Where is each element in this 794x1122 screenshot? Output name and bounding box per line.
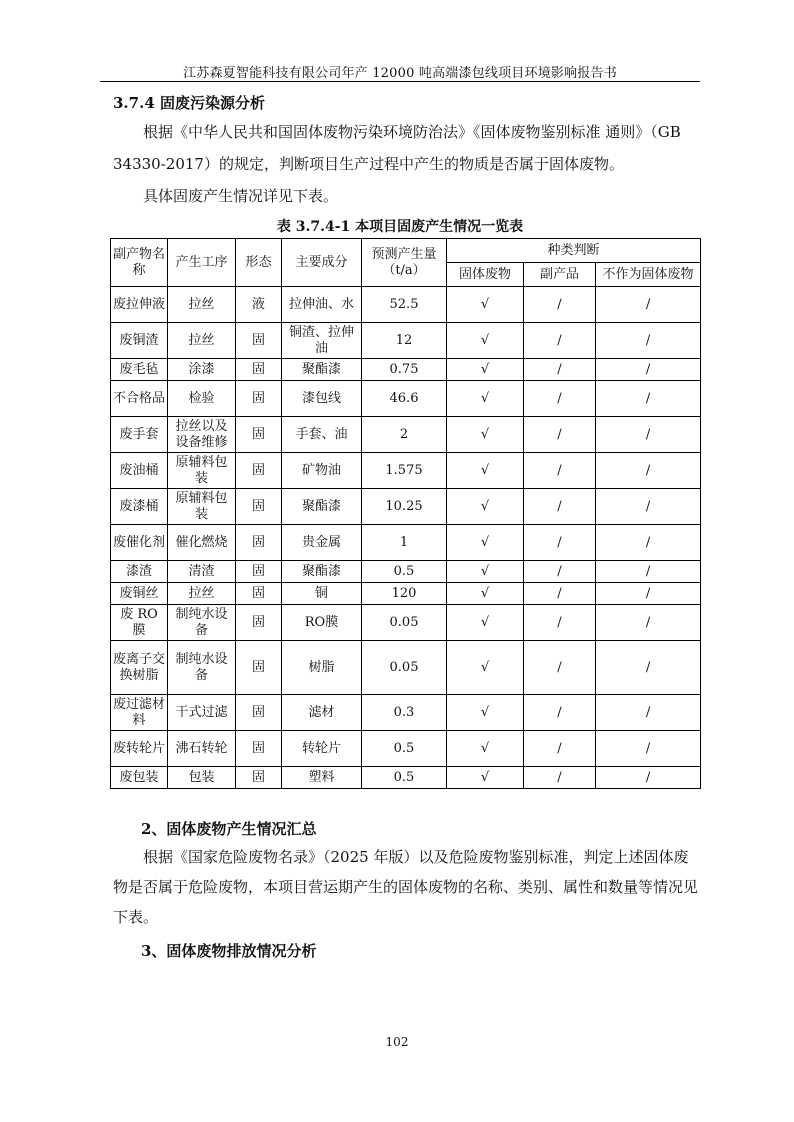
cell-name: 废催化剂 — [111, 525, 168, 561]
cell-component: RO膜 — [282, 605, 362, 641]
cell-solid: √ — [447, 525, 524, 561]
cell-process: 拉丝 — [168, 287, 236, 323]
cell-byproduct: / — [524, 641, 596, 695]
cell-component: 聚酯漆 — [282, 561, 362, 583]
cell-name: 废油桶 — [111, 453, 168, 489]
header-judgement: 种类判断 — [447, 239, 701, 263]
table-row — [111, 453, 701, 489]
cell-form: 固 — [236, 453, 282, 489]
cell-byproduct: / — [524, 731, 596, 767]
page-number: 102 — [385, 1035, 409, 1049]
cell-amount: 10.25 — [362, 489, 447, 525]
cell-name: 废过滤材料 — [111, 695, 168, 731]
cell-amount: 46.6 — [362, 381, 447, 417]
cell-amount: 0.5 — [362, 767, 447, 789]
paragraph-1: 根据《中华人民共和国固体废物污染环境防治法》《固体废物鉴别标准 通则》（GB 34330-2017）的规定，判断项目生产过程中产生的物质是否属于固体废物。 — [113, 123, 681, 173]
table-row — [111, 695, 701, 731]
cell-byproduct: / — [524, 287, 596, 323]
cell-byproduct: / — [524, 525, 596, 561]
cell-form: 固 — [236, 767, 282, 789]
header-not-solid-waste: 不作为固体废物 — [596, 263, 701, 287]
cell-form: 固 — [236, 359, 282, 381]
header-solid-waste: 固体废物 — [447, 263, 524, 287]
cell-amount: 1 — [362, 525, 447, 561]
cell-amount: 0.3 — [362, 695, 447, 731]
cell-not-solid: / — [596, 323, 701, 359]
cell-byproduct: / — [524, 583, 596, 605]
cell-byproduct: / — [524, 605, 596, 641]
cell-solid: √ — [447, 583, 524, 605]
cell-process: 干式过滤 — [168, 695, 236, 731]
cell-component: 树脂 — [282, 641, 362, 695]
cell-form: 固 — [236, 695, 282, 731]
cell-not-solid: / — [596, 359, 701, 381]
header-name: 副产物名称 — [111, 239, 168, 287]
cell-component: 漆包线 — [282, 381, 362, 417]
cell-process: 拉丝 — [168, 583, 236, 605]
table-row — [111, 525, 701, 561]
table-row — [111, 287, 701, 323]
cell-solid: √ — [447, 417, 524, 453]
cell-byproduct: / — [524, 561, 596, 583]
header-rule — [100, 81, 700, 82]
table-row — [111, 381, 701, 417]
cell-solid: √ — [447, 489, 524, 525]
cell-process: 制纯水设备 — [168, 605, 236, 641]
cell-form: 固 — [236, 641, 282, 695]
cell-component: 聚酯漆 — [282, 359, 362, 381]
cell-component: 转轮片 — [282, 731, 362, 767]
cell-solid: √ — [447, 641, 524, 695]
header-amount: 预测产生量（t/a） — [362, 239, 447, 287]
cell-byproduct: / — [524, 489, 596, 525]
cell-amount: 0.5 — [362, 561, 447, 583]
cell-name: 废铜丝 — [111, 583, 168, 605]
cell-name: 废漆桶 — [111, 489, 168, 525]
cell-not-solid: / — [596, 561, 701, 583]
document-header: 江苏森夏智能科技有限公司年产 12000 吨高端漆包线项目环境影响报告书 — [183, 66, 617, 81]
cell-byproduct: / — [524, 453, 596, 489]
cell-name: 废包装 — [111, 767, 168, 789]
cell-form: 固 — [236, 605, 282, 641]
cell-name: 废毛毡 — [111, 359, 168, 381]
cell-component: 矿物油 — [282, 453, 362, 489]
cell-not-solid: / — [596, 417, 701, 453]
section-title: 3.7.4 固废污染源分析 — [113, 94, 265, 112]
paragraph-2: 具体固废产生情况详见下表。 — [143, 187, 339, 205]
header-component: 主要成分 — [282, 239, 362, 287]
cell-not-solid: / — [596, 381, 701, 417]
cell-name: 废拉伸液 — [111, 287, 168, 323]
cell-not-solid: / — [596, 287, 701, 323]
table-row — [111, 583, 701, 605]
cell-process: 拉丝 — [168, 323, 236, 359]
cell-byproduct: / — [524, 417, 596, 453]
table-row — [111, 359, 701, 381]
cell-solid: √ — [447, 287, 524, 323]
cell-process: 原辅料包装 — [168, 489, 236, 525]
cell-process: 包装 — [168, 767, 236, 789]
cell-amount: 12 — [362, 323, 447, 359]
cell-not-solid: / — [596, 489, 701, 525]
cell-byproduct: / — [524, 767, 596, 789]
cell-form: 固 — [236, 731, 282, 767]
cell-process: 制纯水设备 — [168, 641, 236, 695]
cell-name: 废离子交换树脂 — [111, 641, 168, 695]
cell-form: 固 — [236, 583, 282, 605]
cell-solid: √ — [447, 605, 524, 641]
section-2-title: 2、固体废物产生情况汇总 — [141, 820, 317, 838]
cell-process: 沸石转轮 — [168, 731, 236, 767]
cell-not-solid: / — [596, 583, 701, 605]
cell-process: 检验 — [168, 381, 236, 417]
cell-process: 原辅料包装 — [168, 453, 236, 489]
cell-solid: √ — [447, 323, 524, 359]
cell-component: 铜 — [282, 583, 362, 605]
table-row — [111, 489, 701, 525]
cell-not-solid: / — [596, 731, 701, 767]
cell-not-solid: / — [596, 641, 701, 695]
cell-component: 塑料 — [282, 767, 362, 789]
cell-not-solid: / — [596, 525, 701, 561]
cell-form: 固 — [236, 323, 282, 359]
table-row — [111, 605, 701, 641]
section-3-title: 3、固体废物排放情况分析 — [141, 942, 317, 960]
cell-component: 铜渣、拉伸油 — [282, 323, 362, 359]
cell-name: 漆渣 — [111, 561, 168, 583]
table-title: 表 3.7.4-1 本项目固废产生情况一览表 — [276, 219, 524, 235]
cell-amount: 0.75 — [362, 359, 447, 381]
cell-not-solid: / — [596, 453, 701, 489]
cell-form: 固 — [236, 489, 282, 525]
cell-process: 拉丝以及设备维修 — [168, 417, 236, 453]
cell-name: 废手套 — [111, 417, 168, 453]
cell-amount: 0.05 — [362, 605, 447, 641]
cell-byproduct: / — [524, 323, 596, 359]
cell-not-solid: / — [596, 695, 701, 731]
cell-process: 涂漆 — [168, 359, 236, 381]
cell-solid: √ — [447, 381, 524, 417]
cell-not-solid: / — [596, 767, 701, 789]
table-row — [111, 641, 701, 695]
cell-form: 液 — [236, 287, 282, 323]
cell-byproduct: / — [524, 381, 596, 417]
header-form: 形态 — [236, 239, 282, 287]
cell-component: 拉伸油、水 — [282, 287, 362, 323]
cell-form: 固 — [236, 525, 282, 561]
table-row — [111, 417, 701, 453]
cell-amount: 0.05 — [362, 641, 447, 695]
cell-name: 不合格品 — [111, 381, 168, 417]
table-row — [111, 731, 701, 767]
header-process: 产生工序 — [168, 239, 236, 287]
cell-form: 固 — [236, 381, 282, 417]
cell-name: 废铜渣 — [111, 323, 168, 359]
cell-amount: 52.5 — [362, 287, 447, 323]
cell-process: 催化燃烧 — [168, 525, 236, 561]
cell-process: 清渣 — [168, 561, 236, 583]
cell-name: 废 RO 膜 — [111, 605, 168, 641]
header-byproduct: 副产品 — [524, 263, 596, 287]
cell-solid: √ — [447, 731, 524, 767]
paragraph-3: 根据《国家危险废物名录》（2025 年版）以及危险废物鉴别标准，判定上述固体废物是否属于危险废物，本项目营运期产生的固体废物的名称、类别、属性和数量等情况见下表。 — [113, 848, 699, 926]
cell-amount: 2 — [362, 417, 447, 453]
cell-solid: √ — [447, 695, 524, 731]
cell-component: 贵金属 — [282, 525, 362, 561]
table-row — [111, 561, 701, 583]
cell-form: 固 — [236, 561, 282, 583]
cell-byproduct: / — [524, 359, 596, 381]
cell-component: 聚酯漆 — [282, 489, 362, 525]
cell-name: 废转轮片 — [111, 731, 168, 767]
cell-solid: √ — [447, 359, 524, 381]
cell-solid: √ — [447, 767, 524, 789]
cell-amount: 0.5 — [362, 731, 447, 767]
cell-not-solid: / — [596, 605, 701, 641]
cell-amount: 1.575 — [362, 453, 447, 489]
table-row — [111, 767, 701, 789]
cell-amount: 120 — [362, 583, 447, 605]
cell-solid: √ — [447, 561, 524, 583]
cell-form: 固 — [236, 417, 282, 453]
cell-solid: √ — [447, 453, 524, 489]
cell-byproduct: / — [524, 695, 596, 731]
table-row — [111, 323, 701, 359]
cell-component: 滤材 — [282, 695, 362, 731]
cell-component: 手套、油 — [282, 417, 362, 453]
solid-waste-table — [110, 238, 701, 789]
